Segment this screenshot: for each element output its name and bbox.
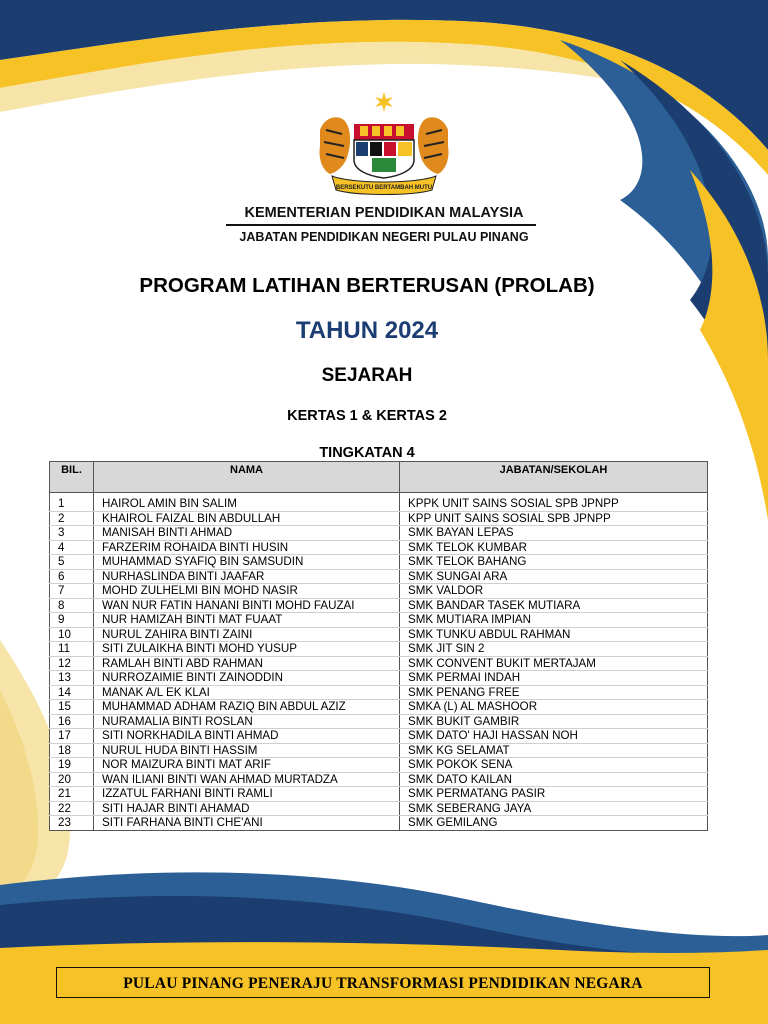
row-number: 7 bbox=[50, 584, 94, 599]
malaysia-coat-of-arms-icon bbox=[312, 90, 456, 198]
participant-name: SITI ZULAIKHA BINTI MOHD YUSUP bbox=[94, 642, 400, 657]
participant-table bbox=[49, 461, 708, 831]
table-row bbox=[50, 511, 708, 526]
participant-school: KPP UNIT SAINS SOSIAL SPB JPNPP bbox=[400, 511, 708, 526]
participant-name: MANISAH BINTI AHMAD bbox=[94, 526, 400, 541]
row-number: 11 bbox=[50, 642, 94, 657]
participant-name: SITI NORKHADILA BINTI AHMAD bbox=[94, 729, 400, 744]
participant-school: SMK PERMATANG PASIR bbox=[400, 787, 708, 802]
row-number: 23 bbox=[50, 816, 94, 831]
table-row bbox=[50, 642, 708, 657]
participant-name: SITI HAJAR BINTI AHAMAD bbox=[94, 801, 400, 816]
department-name: JABATAN PENDIDIKAN NEGERI PULAU PINANG bbox=[239, 230, 529, 244]
participant-school: SMK DATO' HAJI HASSAN NOH bbox=[400, 729, 708, 744]
row-number: 8 bbox=[50, 598, 94, 613]
table-row bbox=[50, 671, 708, 686]
participant-school: SMK SEBERANG JAYA bbox=[400, 801, 708, 816]
participant-school: SMK JIT SIN 2 bbox=[400, 642, 708, 657]
participant-name: NURHASLINDA BINTI JAAFAR bbox=[94, 569, 400, 584]
participant-school: SMK CONVENT BUKIT MERTAJAM bbox=[400, 656, 708, 671]
participant-school: SMK BUKIT GAMBIR bbox=[400, 714, 708, 729]
table-row bbox=[50, 526, 708, 541]
row-number: 19 bbox=[50, 758, 94, 773]
table-row bbox=[50, 787, 708, 802]
participant-name: WAN ILIANI BINTI WAN AHMAD MURTADZA bbox=[94, 772, 400, 787]
participant-school: SMK GEMILANG bbox=[400, 816, 708, 831]
table-row bbox=[50, 584, 708, 599]
program-year: TAHUN 2024 bbox=[295, 317, 439, 344]
table-row bbox=[50, 540, 708, 555]
table-row bbox=[50, 743, 708, 758]
participant-name: SITI FARHANA BINTI CHE'ANI bbox=[94, 816, 400, 831]
table-row bbox=[50, 598, 708, 613]
participant-name: MUHAMMAD SYAFIQ BIN SAMSUDIN bbox=[94, 555, 400, 570]
table-row bbox=[50, 816, 708, 831]
table-row bbox=[50, 801, 708, 816]
table-row bbox=[50, 758, 708, 773]
row-number: 20 bbox=[50, 772, 94, 787]
row-number: 17 bbox=[50, 729, 94, 744]
participant-name: MANAK A/L EK KLAI bbox=[94, 685, 400, 700]
participant-name: NURUL HUDA BINTI HASSIM bbox=[94, 743, 400, 758]
participant-school: SMK SUNGAI ARA bbox=[400, 569, 708, 584]
row-number: 14 bbox=[50, 685, 94, 700]
program-title: PROGRAM LATIHAN BERTERUSAN (PROLAB) bbox=[139, 274, 595, 297]
column-header-bil: BIL. bbox=[50, 462, 94, 493]
participant-school: SMK PERMAI INDAH bbox=[400, 671, 708, 686]
column-header-nama: NAMA bbox=[94, 462, 400, 493]
table-header-row bbox=[50, 462, 708, 493]
table-row bbox=[50, 497, 708, 511]
participant-school: SMK BAYAN LEPAS bbox=[400, 526, 708, 541]
participant-name: HAIROL AMIN BIN SALIM bbox=[94, 497, 400, 511]
row-number: 1 bbox=[50, 497, 94, 511]
row-number: 18 bbox=[50, 743, 94, 758]
table-row bbox=[50, 772, 708, 787]
participant-name: RAMLAH BINTI ABD RAHMAN bbox=[94, 656, 400, 671]
table-row bbox=[50, 569, 708, 584]
footer-slogan: PULAU PINANG PENERAJU TRANSFORMASI PENDIDIKAN NEGARA bbox=[123, 975, 643, 992]
participant-school: SMKA (L) AL MASHOOR bbox=[400, 700, 708, 715]
row-number: 12 bbox=[50, 656, 94, 671]
table-row bbox=[50, 714, 708, 729]
participant-school: SMK TELOK KUMBAR bbox=[400, 540, 708, 555]
table-row bbox=[50, 729, 708, 744]
emblem-banner-text: BERSEKUTU BERTAMBAH MUTU bbox=[335, 185, 433, 191]
participant-name: KHAIROL FAIZAL BIN ABDULLAH bbox=[94, 511, 400, 526]
participant-school: SMK PENANG FREE bbox=[400, 685, 708, 700]
row-number: 13 bbox=[50, 671, 94, 686]
row-number: 10 bbox=[50, 627, 94, 642]
table-row bbox=[50, 613, 708, 628]
participant-school: SMK TELOK BAHANG bbox=[400, 555, 708, 570]
participant-name: NUR HAMIZAH BINTI MAT FUAAT bbox=[94, 613, 400, 628]
row-number: 16 bbox=[50, 714, 94, 729]
table-row bbox=[50, 555, 708, 570]
form-title: TINGKATAN 4 bbox=[319, 445, 415, 461]
row-number: 15 bbox=[50, 700, 94, 715]
subject-title: SEJARAH bbox=[321, 365, 413, 386]
participant-name: NURUL ZAHIRA BINTI ZAINI bbox=[94, 627, 400, 642]
table-row bbox=[50, 627, 708, 642]
row-number: 6 bbox=[50, 569, 94, 584]
participant-name: NURAMALIA BINTI ROSLAN bbox=[94, 714, 400, 729]
row-number: 2 bbox=[50, 511, 94, 526]
participant-name: WAN NUR FATIN HANANI BINTI MOHD FAUZAI bbox=[94, 598, 400, 613]
participant-name: IZZATUL FARHANI BINTI RAMLI bbox=[94, 787, 400, 802]
column-header-jabatan: JABATAN/SEKOLAH bbox=[400, 462, 708, 493]
participant-school: SMK KG SELAMAT bbox=[400, 743, 708, 758]
row-number: 22 bbox=[50, 801, 94, 816]
table-row bbox=[50, 656, 708, 671]
paper-title: KERTAS 1 & KERTAS 2 bbox=[287, 408, 447, 424]
participant-name: MOHD ZULHELMI BIN MOHD NASIR bbox=[94, 584, 400, 599]
participant-school: SMK POKOK SENA bbox=[400, 758, 708, 773]
header-underline bbox=[226, 224, 536, 226]
table-row bbox=[50, 685, 708, 700]
participant-school: SMK TUNKU ABDUL RAHMAN bbox=[400, 627, 708, 642]
participant-school: KPPK UNIT SAINS SOSIAL SPB JPNPP bbox=[400, 497, 708, 511]
participant-school: SMK VALDOR bbox=[400, 584, 708, 599]
participant-name: NURROZAIMIE BINTI ZAINODDIN bbox=[94, 671, 400, 686]
participant-school: SMK BANDAR TASEK MUTIARA bbox=[400, 598, 708, 613]
table-row bbox=[50, 700, 708, 715]
row-number: 4 bbox=[50, 540, 94, 555]
row-number: 3 bbox=[50, 526, 94, 541]
participant-name: NOR MAIZURA BINTI MAT ARIF bbox=[94, 758, 400, 773]
participant-school: SMK MUTIARA IMPIAN bbox=[400, 613, 708, 628]
ministry-name: KEMENTERIAN PENDIDIKAN MALAYSIA bbox=[244, 205, 524, 221]
row-number: 9 bbox=[50, 613, 94, 628]
participant-school: SMK DATO KAILAN bbox=[400, 772, 708, 787]
row-number: 5 bbox=[50, 555, 94, 570]
participant-name: MUHAMMAD ADHAM RAZIQ BIN ABDUL AZIZ bbox=[94, 700, 400, 715]
row-number: 21 bbox=[50, 787, 94, 802]
participant-name: FARZERIM ROHAIDA BINTI HUSIN bbox=[94, 540, 400, 555]
